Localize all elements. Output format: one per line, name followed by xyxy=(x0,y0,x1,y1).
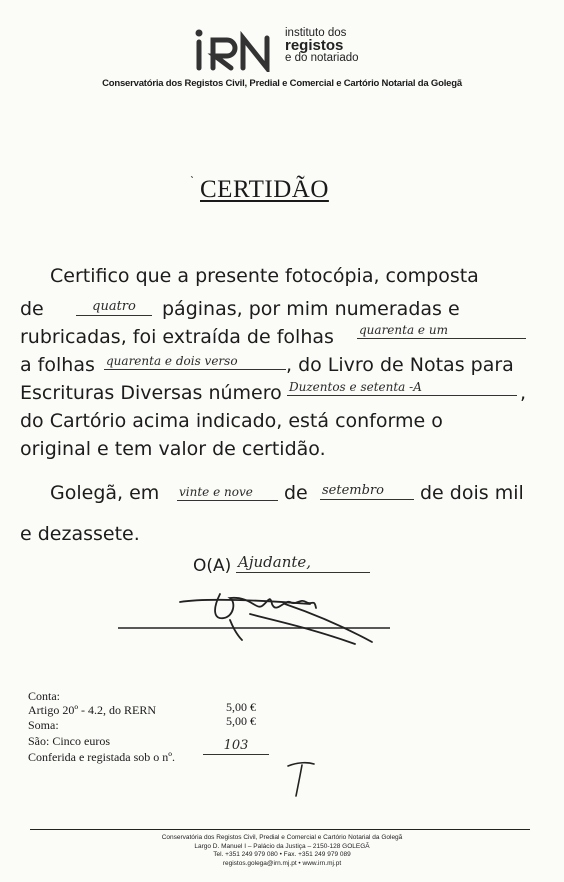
body-line-2a: de xyxy=(20,298,44,320)
footer-line-1: Conservatória dos Registos Civil, Predial e Comercial e Cartório Notarial da Golegã xyxy=(161,834,403,841)
handwritten-folha-end: quarenta e dois verso xyxy=(104,354,286,370)
body-line-6: do Cartório acima indicado, está conforme o xyxy=(20,410,443,432)
body-line-1: Certifico que a presente fotocópia, composta xyxy=(50,265,479,287)
footer-line-2: Largo D. Manuel I – Palácio da Justiça – 2150-128 GOLEGÃ xyxy=(194,842,370,850)
signature-role-prefix: O(A) xyxy=(193,556,232,576)
soma-label: Soma: xyxy=(28,718,59,732)
tick-mark: ˋ xyxy=(190,174,194,188)
handwritten-day: vinte e nove xyxy=(177,485,278,501)
footer-line-4: registos.golega@irn.mj.pt • www.irn.mj.pt xyxy=(222,859,342,867)
conferida-label: Conferida e registada sob o nº. xyxy=(28,750,176,764)
artigo-label: Artigo 20º - 4.2, do RERN xyxy=(28,703,157,717)
body-line-4a: a folhas xyxy=(20,354,95,376)
body-line-5b: , xyxy=(520,382,527,404)
date-year-a: de dois mil xyxy=(420,482,524,504)
office-header: Conservatória dos Registos Civil, Predial e Comercial e Cartório Notarial da Golegã xyxy=(102,78,462,89)
date-de: de xyxy=(284,482,308,504)
page-title: CERTIDÃO xyxy=(200,176,329,203)
irn-logo-mark-icon xyxy=(193,28,281,72)
body-line-3a: rubricadas, foi extraída de folhas xyxy=(20,326,334,348)
handwritten-folha-start: quarenta e um xyxy=(357,323,526,339)
date-year-b: e dezassete. xyxy=(20,523,140,545)
soma-value: 5,00 € xyxy=(226,714,256,728)
date-place: Golegã, em xyxy=(50,482,160,504)
logo-wordmark xyxy=(285,28,359,64)
artigo-value: 5,00 € xyxy=(226,700,256,714)
logo-line1: instituto dos xyxy=(285,27,347,39)
body-line-4b: , do Livro de Notas para xyxy=(286,354,514,376)
body-line-5a: Escrituras Diversas número xyxy=(20,382,282,404)
body-line-7: original e tem valor de certidão. xyxy=(20,438,326,460)
footer-line-3: Tel. +351 249 979 080 • Fax. +351 249 979 089 xyxy=(213,851,351,858)
initials-mark-icon xyxy=(282,758,322,800)
handwritten-pages: quatro xyxy=(76,299,152,316)
logo-line2: registos xyxy=(285,37,344,54)
sao-label: São: Cinco euros xyxy=(28,734,110,748)
footer xyxy=(0,834,564,868)
handwritten-livro-number: Duzentos e setenta -A xyxy=(287,380,517,396)
irn-logo xyxy=(193,28,433,74)
handwritten-register-number: 103 xyxy=(203,738,269,755)
handwritten-month: setembro xyxy=(320,483,414,500)
footer-divider xyxy=(30,829,530,830)
logo-line3: e do notariado xyxy=(285,52,359,64)
signature-scribble-icon xyxy=(110,580,410,660)
body-line-2b: páginas, por mim numeradas e xyxy=(162,298,460,320)
conta-label: Conta: xyxy=(28,689,60,703)
signature-role: Ajudante, xyxy=(236,553,370,573)
